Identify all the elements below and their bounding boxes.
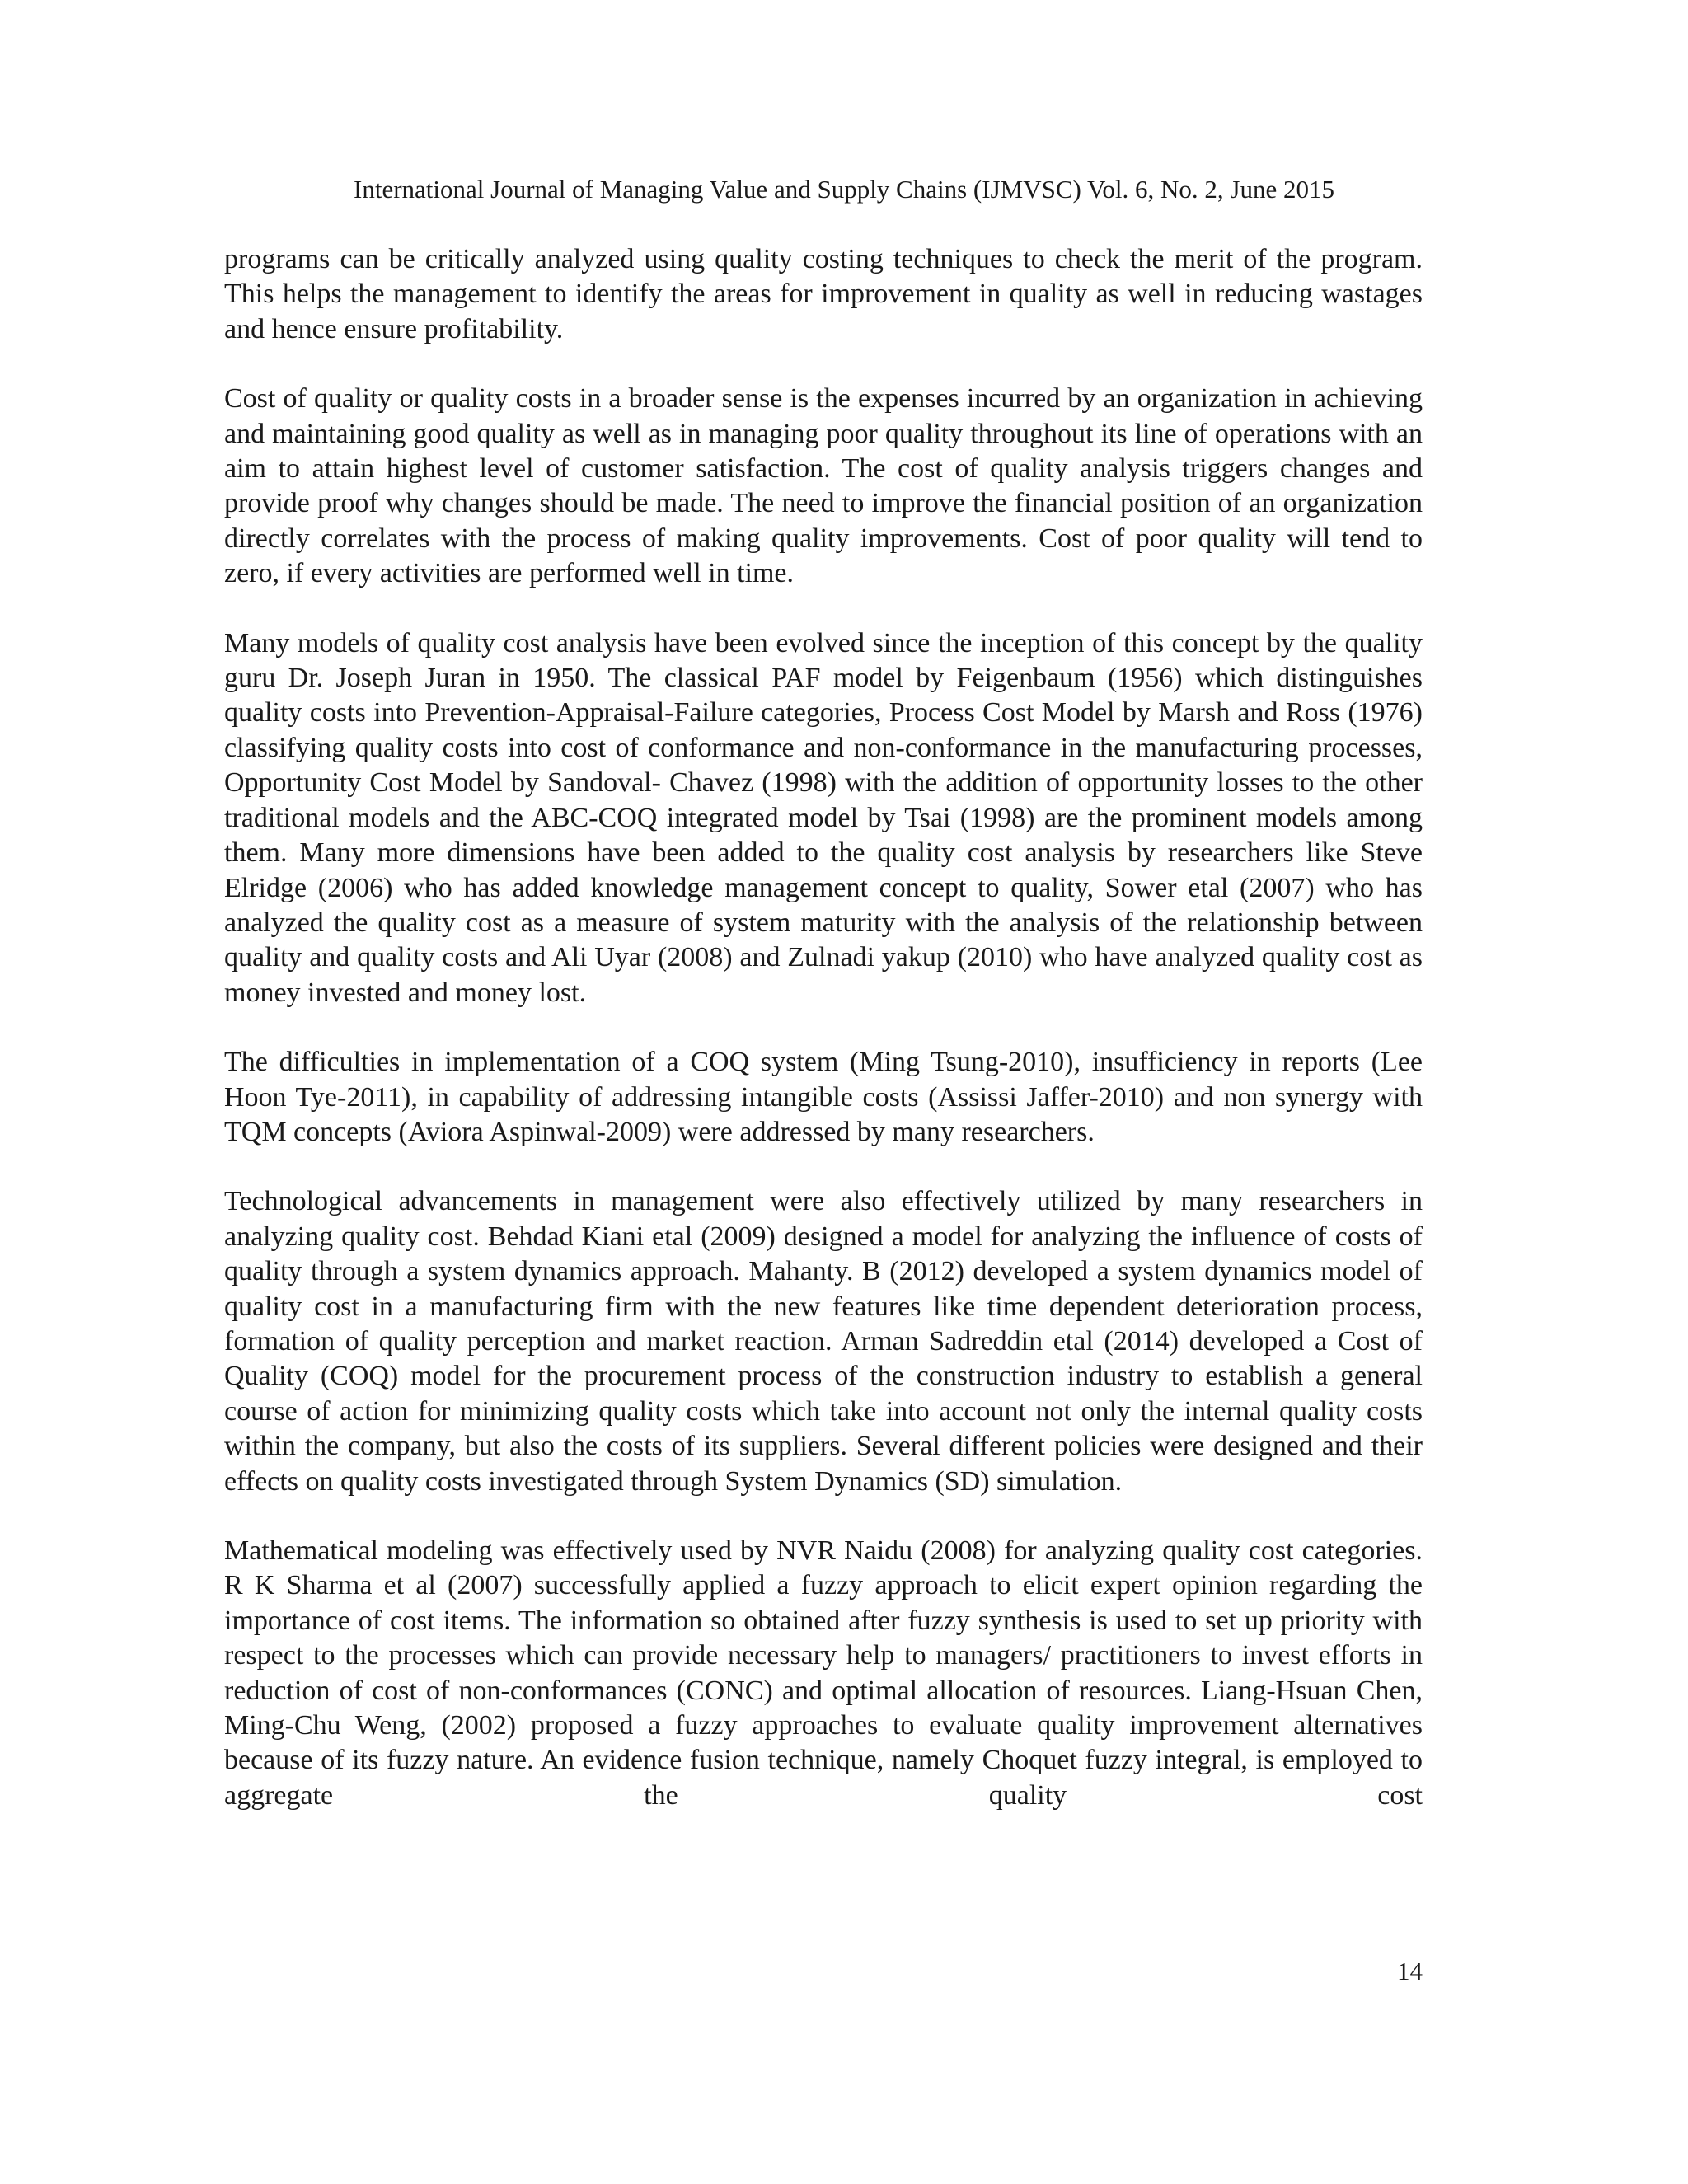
paragraph-cost-of-quality-definition: Cost of quality or quality costs in a broader sense is the expenses incurred by an organization in achieving and maintaining good quality as well as in managing poor quality throughout its line of operations with an aim to attain highest level of customer satisfaction. The cost of quality analysis triggers changes and provide proof why changes should be made. The need to improve the financial position of an organization directly correlates with the process of making quality improvements. Cost of poor quality will tend to zero, if every activities are performed well in time. <box>224 383 1423 589</box>
paragraph-program-evaluation: programs can be critically analyzed using quality costing techniques to check the merit of the program. This helps the management to identify the areas for improvement in quality as well in reducing wastages and hence ensure profitability. <box>224 244 1423 344</box>
running-header: International Journal of Managing Value and Supply Chains (IJMVSC) Vol. 6, No. 2, June 2015 <box>354 175 1334 204</box>
paragraph-quality-cost-models: Many models of quality cost analysis have been evolved since the inception of this concept by the quality guru Dr. Joseph Juran in 1950. The classical PAF model by Feigenbaum (1956) which distinguishes quality costs into Prevention-Appraisal-Failure categories, Process Cost Model by Marsh and Ross (1976) classifying quality costs into cost of conformance and non-conformance in the manufacturing processes, Opportunity Cost Model by Sandoval- Chavez (1998) with the addition of opportunity losses to the other traditional models and the ABC-COQ integrated model by Tsai (1998) are the prominent models among them. Many more dimensions have been added to the quality cost analysis by researchers like Steve Elridge (2006) who has added knowledge management concept to quality, Sower etal (2007) who has analyzed the quality cost as a measure of system maturity with the analysis of the relationship between quality and quality costs and Ali Uyar (2008) and Zulnadi yakup (2010) who have analyzed quality cost as money invested and money lost. <box>224 627 1423 1008</box>
paragraph-technological-advancements: Technological advancements in management were also effectively utilized by many researchers in analyzing quality cost. Behdad Kiani etal (2009) designed a model for analyzing the influence of costs of quality through a system dynamics approach. Mahanty. B (2012) developed a system dynamics model of quality cost in a manufacturing firm with the new features like time dependent deterioration process, formation of quality perception and market reaction. Arman Sadreddin etal (2014) developed a Cost of Quality (COQ) model for the procurement process of the construction industry to establish a general course of action for minimizing quality costs which take into account not only the internal quality costs within the company, but also the costs of its suppliers. Several different policies were designed and their effects on quality costs investigated through System Dynamics (SD) simulation. <box>224 1186 1423 1497</box>
paragraph-coq-difficulties: The difficulties in implementation of a COQ system (Ming Tsung-2010), insufficiency in reports (Lee Hoon Tye-2011), in capability of addressing intangible costs (Assissi Jaffer-2010) and non synergy with TQM concepts (Aviora Aspinwal-2009) were addressed by many researchers. <box>224 1047 1423 1147</box>
paragraph-mathematical-modeling: Mathematical modeling was effectively used by NVR Naidu (2008) for analyzing quality cost categories. R K Sharma et al (2007) successfully applied a fuzzy approach to elicit expert opinion regarding the importance of cost items. The information so obtained after fuzzy synthesis is used to set up priority with respect to the processes which can provide necessary help to managers/ practitioners to invest efforts in reduction of cost of non-conformances (CONC) and optimal allocation of resources. Liang-Hsuan Chen, Ming-Chu Weng, (2002) proposed a fuzzy approaches to evaluate quality improvement alternatives because of its fuzzy nature. An evidence fusion technique, namely Choquet fuzzy integral, is employed to aggregate the quality cost <box>224 1535 1423 1811</box>
body-text <box>224 242 1423 1813</box>
page-number: 14 <box>1397 1957 1423 1985</box>
